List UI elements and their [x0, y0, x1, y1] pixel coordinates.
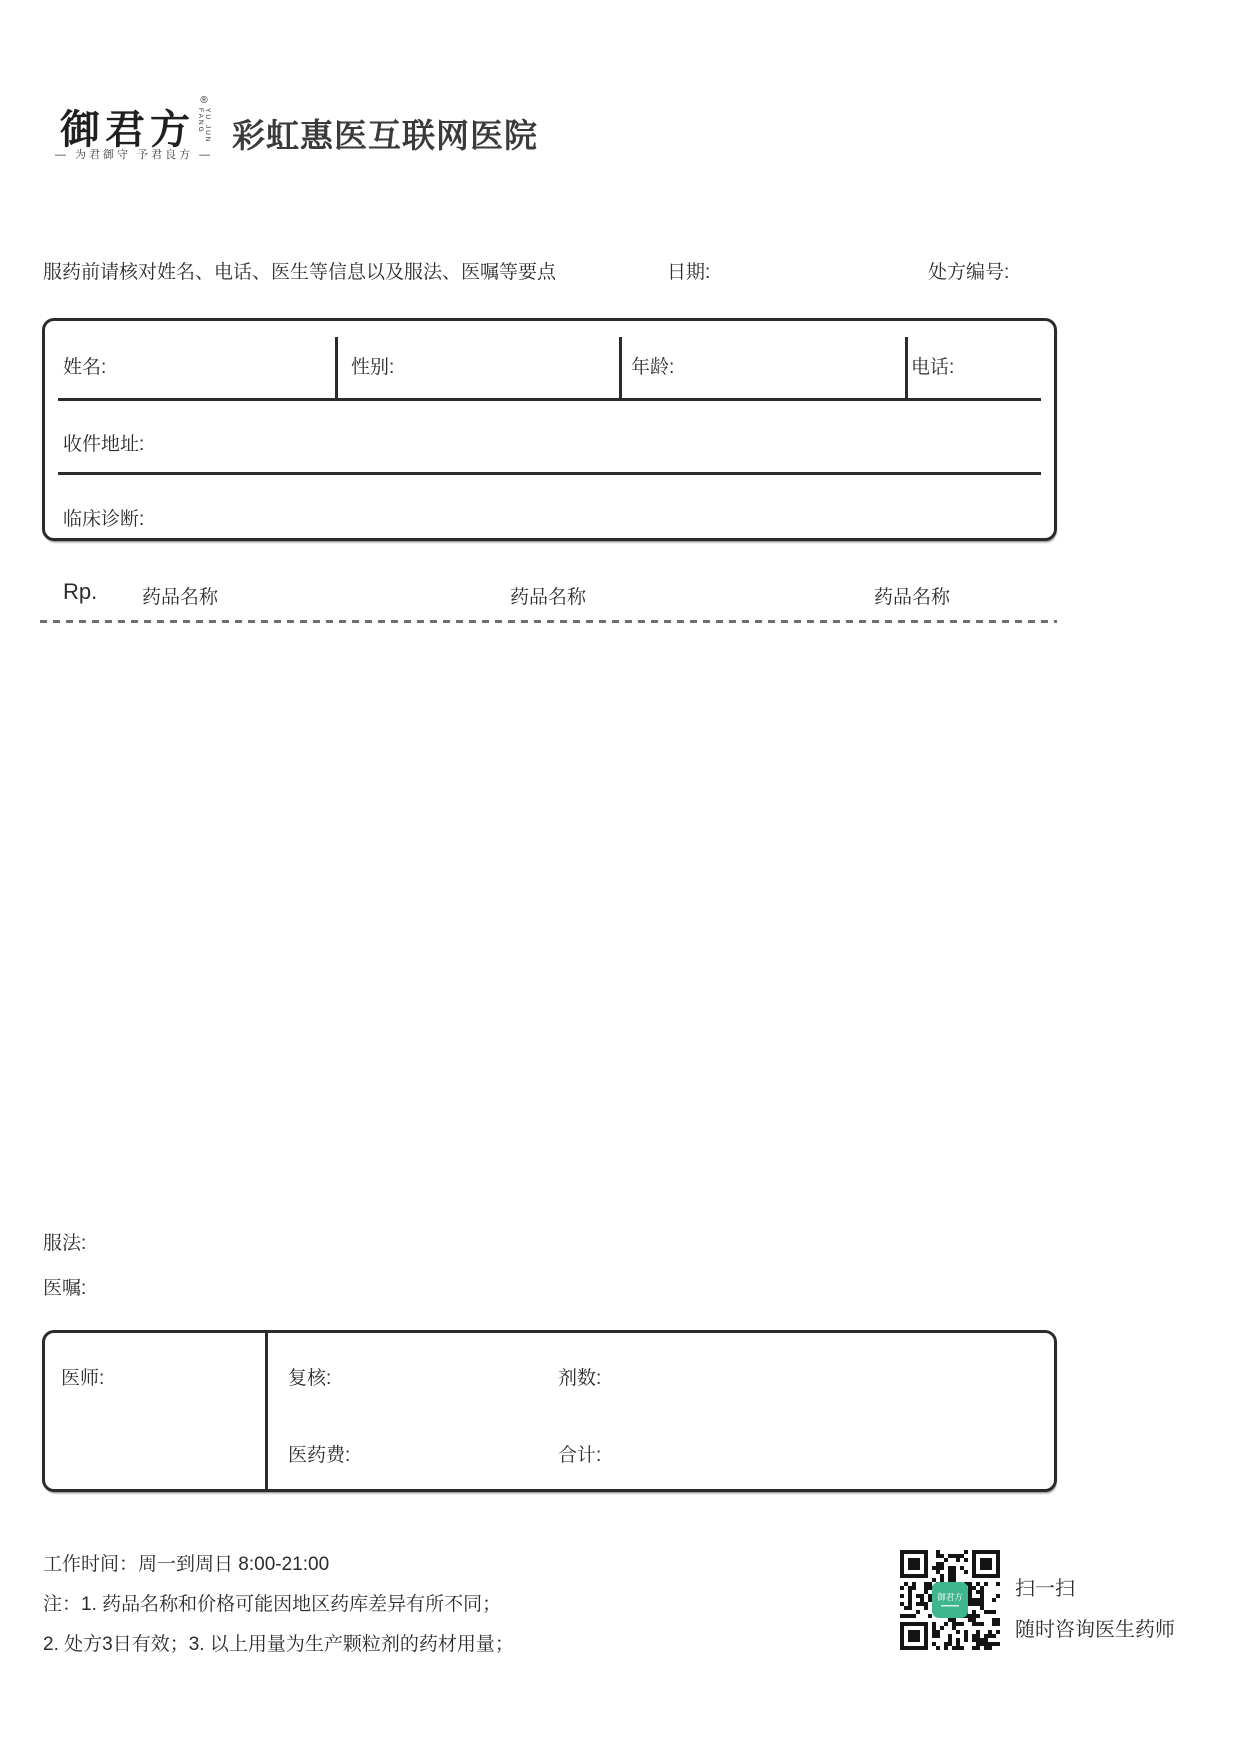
qr-code	[900, 1550, 1000, 1650]
divider-gender-age	[619, 337, 622, 398]
qr-caption-scan: 扫一扫	[1015, 1578, 1075, 1600]
rp-label: Rp.	[63, 579, 98, 604]
signoff-box	[42, 1330, 1057, 1492]
patient-phone-label: 电话:	[911, 357, 955, 378]
dose-count-label: 剂数:	[558, 1368, 602, 1389]
usage-label: 服法:	[43, 1233, 87, 1254]
brand-logo-text: 御君方	[60, 106, 195, 153]
qr-caption-consult: 随时咨询医生药师	[1015, 1619, 1175, 1641]
fee-label: 医药费:	[288, 1445, 351, 1466]
drug-column-label-1: 药品名称	[142, 587, 219, 608]
diagnosis-label: 临床诊断:	[63, 509, 145, 530]
rx-number-label: 处方编号:	[928, 262, 1010, 283]
date-label: 日期:	[667, 262, 711, 283]
rp-dashed-separator	[40, 620, 1057, 623]
divider-age-phone	[905, 337, 908, 398]
note-line-1: 注：1. 药品名称和价格可能因地区药库差异有所不同；	[43, 1594, 502, 1615]
rule-under-address	[58, 472, 1041, 475]
patient-name-label: 姓名:	[63, 357, 107, 378]
rule-under-row1	[58, 398, 1041, 401]
brand-logo-vertical-text: YU JUN FANG	[197, 108, 211, 144]
note-line-2: 2. 处方3日有效；3. 以上用量为生产颗粒剂的药材用量；	[43, 1634, 514, 1655]
hospital-title: 彩虹惠医互联网医院	[232, 117, 538, 154]
patient-age-label: 年龄:	[631, 357, 675, 378]
working-hours: 工作时间：周一到周日 8:00-21:00	[43, 1554, 330, 1575]
address-label: 收件地址:	[63, 434, 145, 455]
divider-doctor-review	[265, 1333, 268, 1489]
total-label: 合计:	[558, 1445, 602, 1466]
divider-name-gender	[335, 337, 338, 398]
patient-info-box	[42, 318, 1057, 541]
advice-label: 医嘱:	[43, 1278, 87, 1299]
patient-gender-label: 性别:	[351, 357, 395, 378]
verify-notice: 服药前请核对姓名、电话、医生等信息以及服法、医嘱等要点	[43, 262, 557, 283]
review-label: 复核:	[288, 1368, 332, 1389]
doctor-label: 医师:	[61, 1368, 105, 1389]
drug-column-label-3: 药品名称	[874, 587, 951, 608]
svg-text:御君方: 御君方	[937, 1592, 963, 1602]
drug-column-label-2: 药品名称	[510, 587, 587, 608]
brand-tagline: — 为君御守 予君良方 —	[55, 149, 214, 161]
registered-trademark-icon: ®	[200, 95, 208, 106]
